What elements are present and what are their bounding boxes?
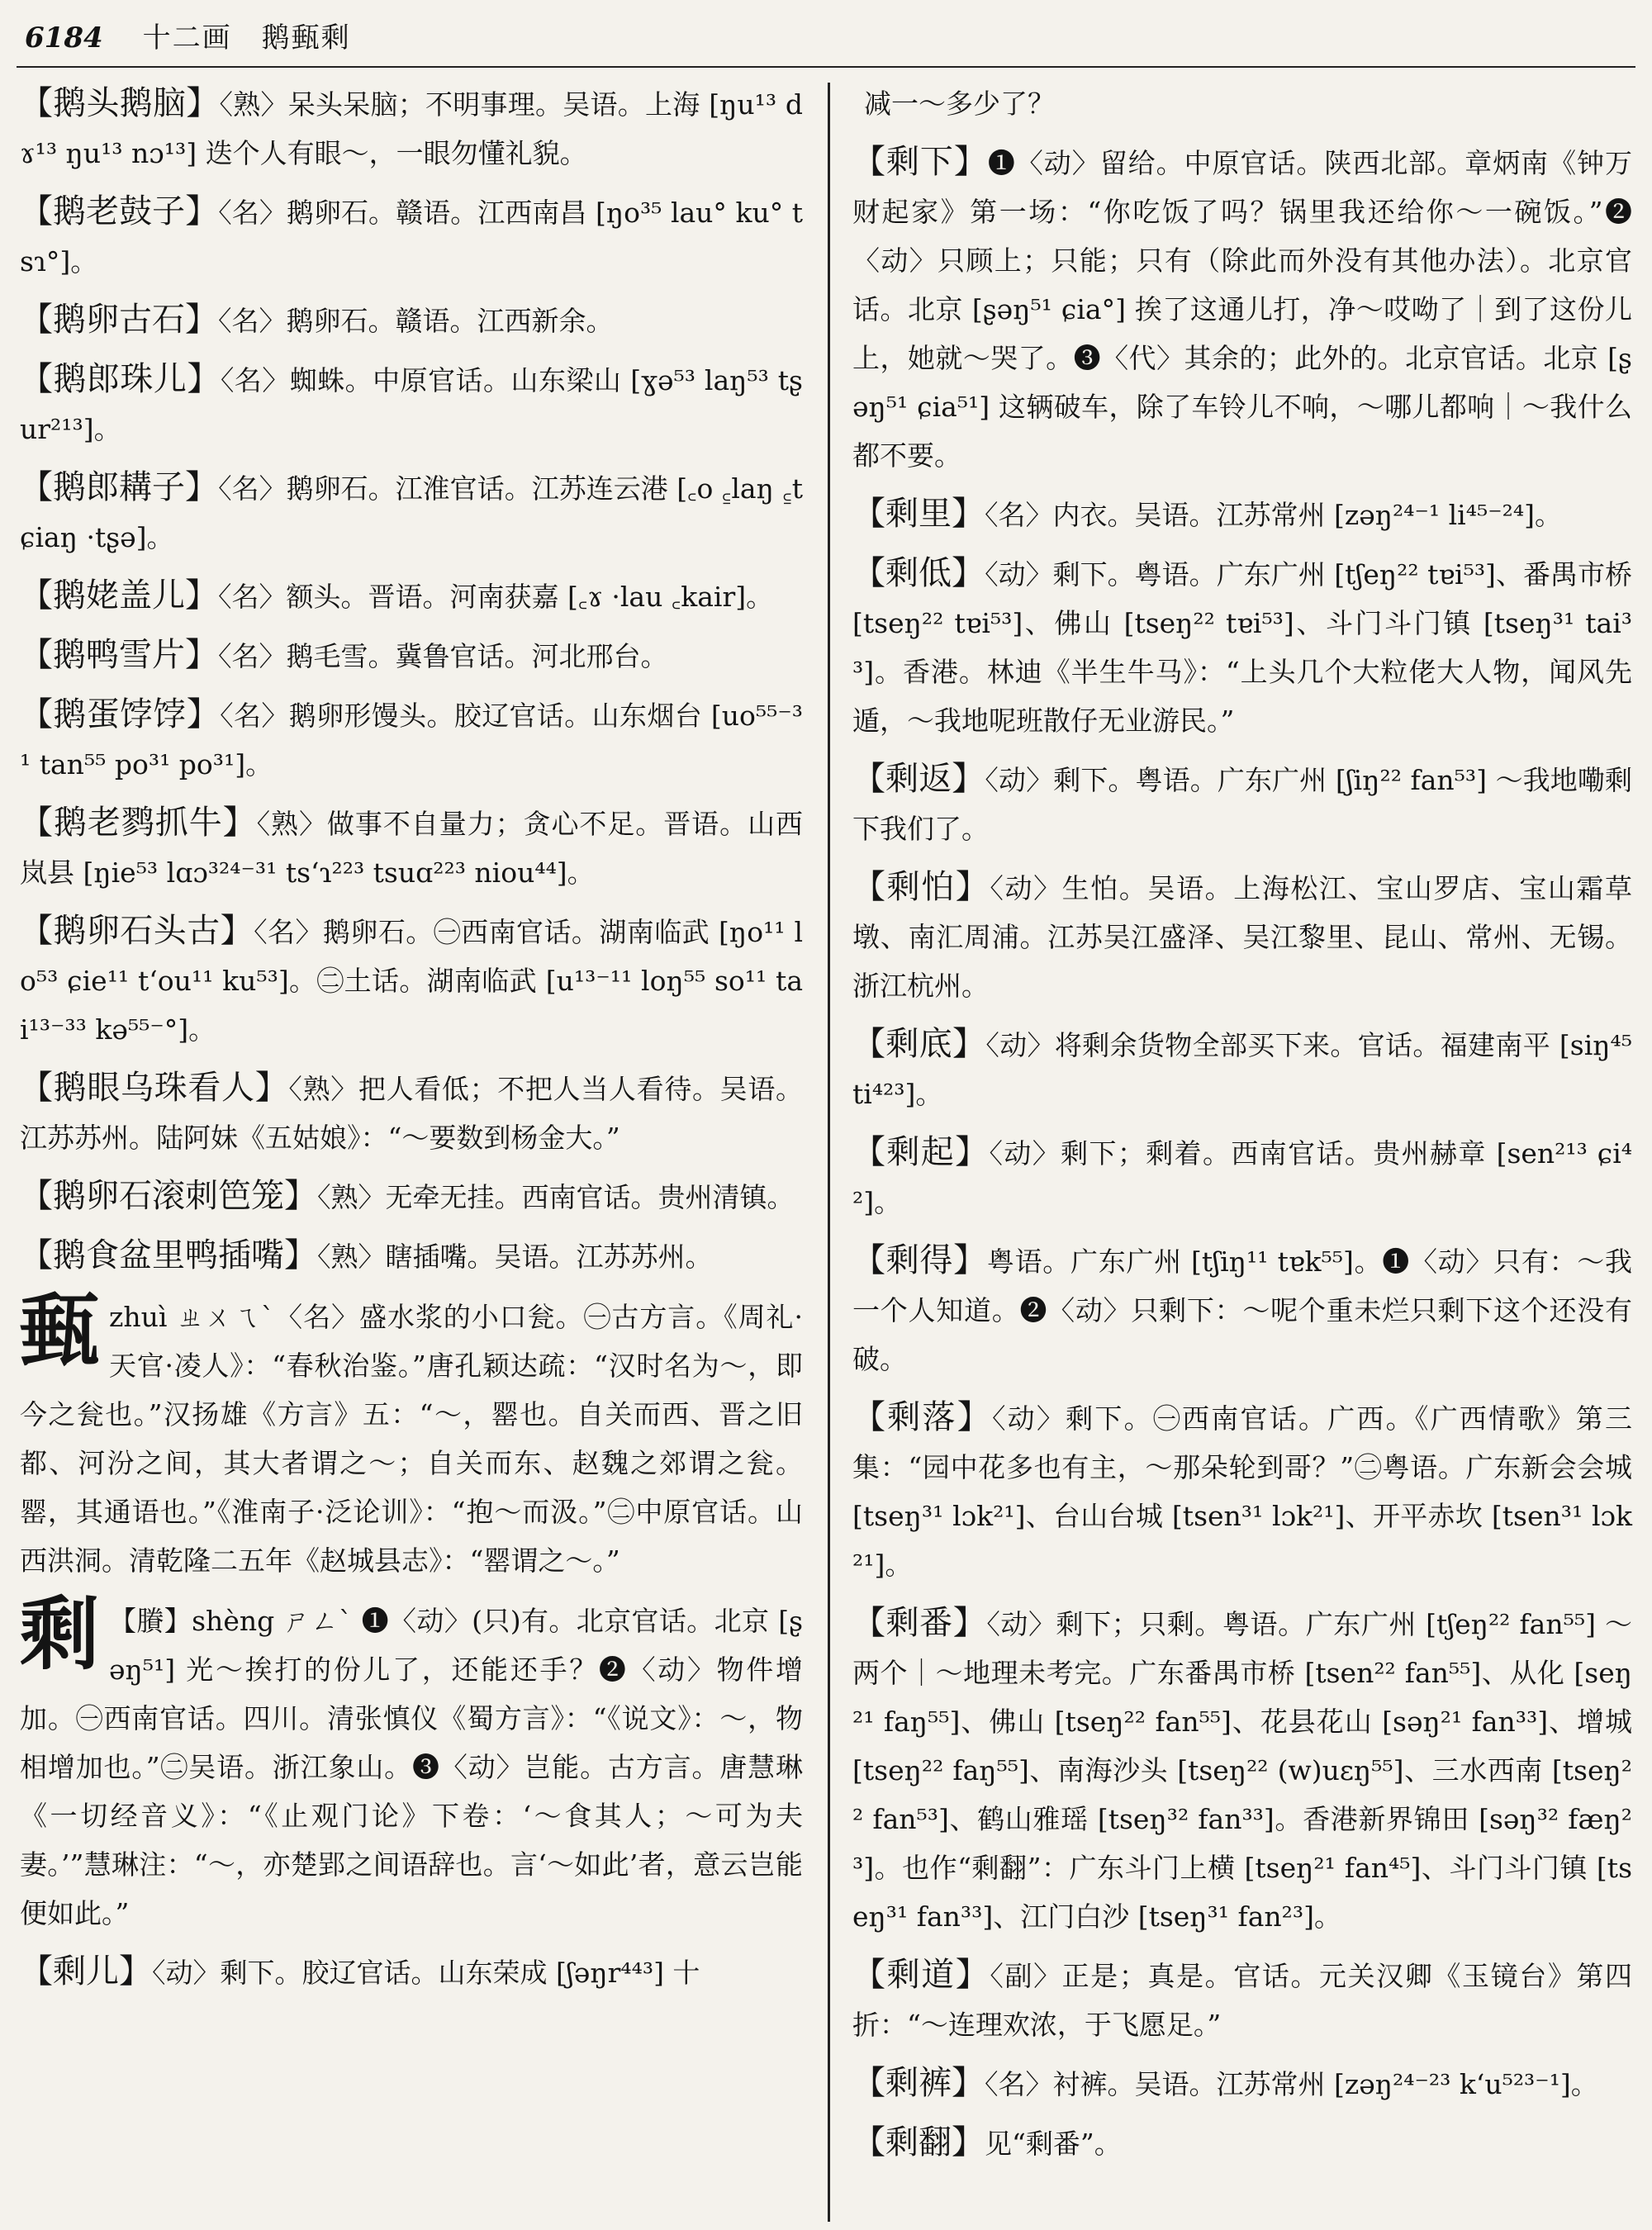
dictionary-entry — [20, 355, 803, 453]
continued-text: 减一～多少了？ — [864, 88, 1055, 120]
dictionary-entry — [20, 1948, 803, 1997]
dictionary-entry — [20, 79, 803, 178]
entry-headword: 【鹅郎耩子】 — [20, 468, 219, 506]
entry-definition: 〈名〉蜘蛛。中原官话。山东梁山 [ɣə⁵³ laŋ⁵³ tʂur²¹³]。 — [20, 364, 803, 445]
page-number: 6184 — [25, 21, 103, 55]
dictionary-entry — [852, 490, 1632, 539]
entry-definition: 〈动〉剩下。粤语。广东广州 [tʃeŋ²² tɐi⁵³]、番禺市桥 [tseŋ²² tɐi⁵³]、佛山 [tseŋ²² tɐi⁵³]、斗门斗门镇 [tseŋ³¹ tai³³]。香港。林迪《半生牛马》：“上头几个大粒佬大人物，闻风先遁，～我地呢班散仔无业游民。” — [852, 558, 1632, 737]
dictionary-entry — [852, 863, 1632, 1010]
entry-definition: 〈名〉内衣。吴语。江苏常州 [zəŋ²⁴⁻¹ li⁴⁵⁻²⁴]。 — [985, 499, 1562, 531]
entry-headword: 【鹅卵石头古】 — [20, 912, 254, 950]
entry-headword: 【鹅头鹅脑】 — [20, 84, 220, 122]
dictionary-entry — [20, 187, 803, 286]
entry-headword: 【剩里】 — [852, 495, 985, 533]
entry-headword: 【鹅食盆里鸭插嘴】 — [20, 1236, 317, 1274]
dictionary-entry — [20, 631, 803, 681]
entry-definition: 【賸】shèng ㄕㄥˋ ❶〈动〉(只)有。北京官话。北京 [ʂəŋ⁵¹] 光～挨打的份儿了，还能还手？❷〈动〉物件增加。㊀西南官话。四川。清张慎仪《蜀方言》：“《说文》：～，物相增加也。”㊁吴语。浙江象山。❸〈动〉岂能。古方言。唐慧琳《一切经音义》：“《止观门论》下卷：‘～食其人；～可为夫妻。’”慧琳注：“～，亦楚郢之间语辞也。言‘～如此’者，意云岂能便如此。” — [20, 1605, 803, 1929]
page-header — [25, 15, 1627, 64]
entry-definition: 〈名〉鹅卵石。江淮官话。江苏连云港 [꜀o ꜁laŋ ꜁tɕiaŋ ·tʂə]。 — [20, 472, 804, 553]
dictionary-entry — [852, 549, 1632, 745]
entry-headword: 【鹅卵古石】 — [20, 301, 218, 339]
entry-headword: 【剩低】 — [852, 554, 985, 592]
entry-definition: 〈名〉衬裤。吴语。江苏常州 [zəŋ²⁴⁻²³ kʻu⁵²³⁻¹]。 — [985, 2068, 1598, 2100]
dictionary-entry — [852, 755, 1632, 853]
character-entry-sheng — [20, 1587, 803, 1938]
entry-definition: 〈名〉鹅卵形馒头。胶辽官话。山东烟台 [uo⁵⁵⁻³¹ tan⁵⁵ po³¹ po³¹]。 — [20, 700, 804, 780]
entry-headword: 【鹅姥盖儿】 — [20, 576, 218, 614]
entry-headword: 【鹅郎珠儿】 — [20, 360, 221, 398]
dictionary-entry — [852, 1128, 1632, 1226]
dictionary-entry — [852, 1599, 1632, 1941]
entry-definition: 〈动〉剩下。㊀西南官话。广西。《广西情歌》第三集：“园中花多也有主，～那朵轮到哥？”㊁粤语。广东新会会城 [tseŋ³¹ lɔk²¹]、台山台城 [tsen³¹ lɔk²¹]、开平赤坎 [tsen³¹ lɔk²¹]。 — [852, 1402, 1633, 1581]
entry-headword: 【剩道】 — [852, 1956, 990, 1994]
dictionary-entry — [852, 138, 1632, 480]
entry-headword: 【剩怕】 — [852, 868, 990, 906]
entry-headword: 【剩底】 — [852, 1025, 986, 1063]
dictionary-entry — [20, 572, 803, 621]
header-rule — [17, 66, 1635, 68]
entry-definition: 〈动〉将剩余货物全部买下来。官话。福建南平 [siŋ⁴⁵ ti⁴²³]。 — [852, 1029, 1632, 1110]
entry-definition: 〈动〉剩下。粤语。广东广州 [ʃiŋ²² fan⁵³] ～我地嘞剩下我们了。 — [852, 764, 1633, 845]
entry-headword: 【剩儿】 — [20, 1952, 152, 1990]
entry-headword: 【剩裤】 — [852, 2064, 985, 2102]
dictionary-entry — [20, 463, 803, 562]
column-divider — [828, 83, 830, 2222]
entry-definition: ❶〈动〉留给。中原官话。陕西北部。章炳南《钟万财起家》第一场：“你吃饭了吗？锅里我还给你～一碗饭。”❷〈动〉只顾上；只能；只有（除此而外没有其他办法）。北京官话。北京 [ʂəŋ⁵¹ ɕia°] 挨了这通儿打，净～哎呦了｜到了这份儿上，她就～哭了。❸〈代〉其余的；此外的。北京官话。北京 [ʂəŋ⁵¹ ɕia⁵¹] 这辆破车，除了车铃儿不响，～哪儿都响｜～我什么都不要。 — [852, 147, 1633, 472]
entry-definition: 〈熟〉把人看低；不把人当人看待。吴语。江苏苏州。陆阿妹《五姑娘》：“～要数到杨金大。” — [20, 1073, 804, 1154]
entry-definition: 〈动〉剩下。胶辽官话。山东荣成 [ʃəŋr⁴⁴³] 十 — [152, 1957, 700, 1989]
entry-definition: 〈熟〉做事不自量力；贪心不足。晋语。山西岚县 [ŋie⁵³ lɑɔ³²⁴⁻³¹ tsʻɿ²²³ tsuɑ²²³ niou⁴⁴]。 — [20, 808, 804, 889]
entry-headword: 【剩下】 — [852, 143, 988, 181]
dictionary-entry — [852, 2059, 1632, 2109]
entry-headword: 【剩番】 — [852, 1604, 987, 1642]
entry-headword: 【鹅蛋饽饽】 — [20, 695, 221, 733]
dictionary-entry — [852, 2118, 1632, 2168]
entry-headword: 【剩起】 — [852, 1133, 990, 1171]
dictionary-entry — [20, 907, 803, 1054]
head-character: 剩 — [20, 1587, 99, 1681]
entry-definition: 见“剩番”。 — [985, 2128, 1122, 2160]
dictionary-entry — [20, 296, 803, 345]
entry-definition: 〈名〉鹅毛雪。冀鲁官话。河北邢台。 — [218, 640, 668, 672]
entry-definition: 〈动〉剩下；只剩。粤语。广东广州 [tʃeŋ²² fan⁵⁵] ～两个｜～地理未考完。广东番禺市桥 [tsen²² fan⁵⁵]、从化 [seŋ²¹ faŋ⁵⁵]、佛山 [tseŋ²² fan⁵⁵]、花县花山 [səŋ²¹ fan³³]、增城 [tseŋ²² faŋ⁵⁵]、南海沙头 [tseŋ²² (w)uɛŋ⁵⁵]、三水西南 [tseŋ²² fan⁵³]、鹤山雅瑶 [tseŋ³² fan³³]。香港新界锦田 [səŋ³² fæŋ²³]。也作“剩翻”：广东斗门上横 [tseŋ²¹ fan⁴⁵]、斗门斗门镇 [tseŋ³¹ fan³³]、江门白沙 [tseŋ³¹ fan²³]。 — [852, 1608, 1633, 1933]
dictionary-entry — [852, 1951, 1632, 2049]
entry-definition: 粤语。广东广州 [tʃiŋ¹¹ tɐk⁵⁵]。❶〈动〉只有：～我一个人知道。❷〈动〉只剩下：～呢个重未烂只剩下这个还没有破。 — [852, 1245, 1633, 1375]
dictionary-entry — [20, 799, 803, 897]
entry-headword: 【剩落】 — [852, 1398, 992, 1436]
left-column — [20, 79, 803, 2007]
entry-definition: 〈熟〉无牵无挂。西南官话。贵州清镇。 — [317, 1181, 795, 1213]
entry-headword: 【剩翻】 — [852, 2123, 985, 2161]
entry-definition: 〈动〉生怕。吴语。上海松江、宝山罗店、宝山霜草墩、南汇周浦。江苏吴江盛泽、吴江黎里、昆山、常州、无锡。浙江杭州。 — [852, 872, 1633, 1002]
entry-definition: 〈副〉正是；真是。官话。元关汉卿《玉镜台》第四折：“～连理欢浓，于飞愿足。” — [852, 1960, 1633, 2041]
entry-headword: 【剩返】 — [852, 760, 985, 798]
dictionary-entry — [852, 1393, 1632, 1589]
entry-headword: 【鹅老鹨抓牛】 — [20, 804, 257, 842]
character-entry-zhui — [20, 1283, 803, 1585]
entry-definition: 〈名〉鹅卵石。赣语。江西南昌 [ŋo³⁵ lau° ku° tsɿ°]。 — [20, 197, 804, 278]
entry-definition: 〈动〉剩下；剩着。西南官话。贵州赫章 [sen²¹³ ɕi⁴²]。 — [852, 1137, 1632, 1218]
entry-definition: 〈名〉额头。晋语。河南获嘉 [꜀ɤ ·lau ꜀kair]。 — [218, 581, 774, 613]
running-title: 十二画 鹅甀剩 — [142, 21, 351, 55]
entry-headword: 【鹅老鼓子】 — [20, 192, 219, 230]
dictionary-entry — [852, 1020, 1632, 1118]
dictionary-entry — [20, 1064, 803, 1162]
dictionary-entry — [20, 1231, 803, 1281]
entry-headword: 【鹅卵石滚刺笆笼】 — [20, 1177, 317, 1215]
dictionary-entry — [20, 1172, 803, 1222]
dictionary-entry — [852, 1236, 1632, 1383]
dictionary-entry — [20, 690, 803, 789]
entry-definition: 〈熟〉瞎插嘴。吴语。江苏苏州。 — [317, 1241, 713, 1273]
head-character: 甀 — [20, 1283, 99, 1377]
right-column — [852, 79, 1632, 2178]
entry-definition: 〈名〉鹅卵石。赣语。江西新余。 — [218, 305, 614, 337]
entry-headword: 【鹅眼乌珠看人】 — [20, 1069, 289, 1107]
entry-headword: 【剩得】 — [852, 1241, 987, 1279]
entry-definition: zhuì ㄓㄨㄟˋ〈名〉盛水浆的小口瓮。㊀古方言。《周礼·天官·凌人》：“春秋治鉴。”唐孔颖达疏：“汉时名为～，即今之瓮也。”汉扬雄《方言》五：“～，罂也。自关而西、晋之旧都、河汾之间，其大者谓之～；自关而东、赵魏之郊谓之瓮。罂，其通语也。”《淮南子·泛论训》：“抱～而汲。”㊁中原官话。山西洪洞。清乾隆二五年《赵城县志》：“罂谓之～。” — [20, 1301, 803, 1577]
entry-definition: 〈熟〉呆头呆脑；不明事理。吴语。上海 [ŋu¹³ dɤ¹³ ŋu¹³ nɔ¹³] 迭个人有眼～，一眼勿懂礼貌。 — [20, 88, 803, 169]
entry-definition: 〈名〉鹅卵石。㊀西南官话。湖南临武 [ŋo¹¹ lo⁵³ ɕie¹¹ tʻou¹¹ ku⁵³]。㊁土话。湖南临武 [u¹³⁻¹¹ loŋ⁵⁵ so¹¹ tai¹³⁻³³ kə⁵⁵⁻°]。 — [20, 916, 804, 1046]
entry-headword: 【鹅鸭雪片】 — [20, 636, 218, 674]
